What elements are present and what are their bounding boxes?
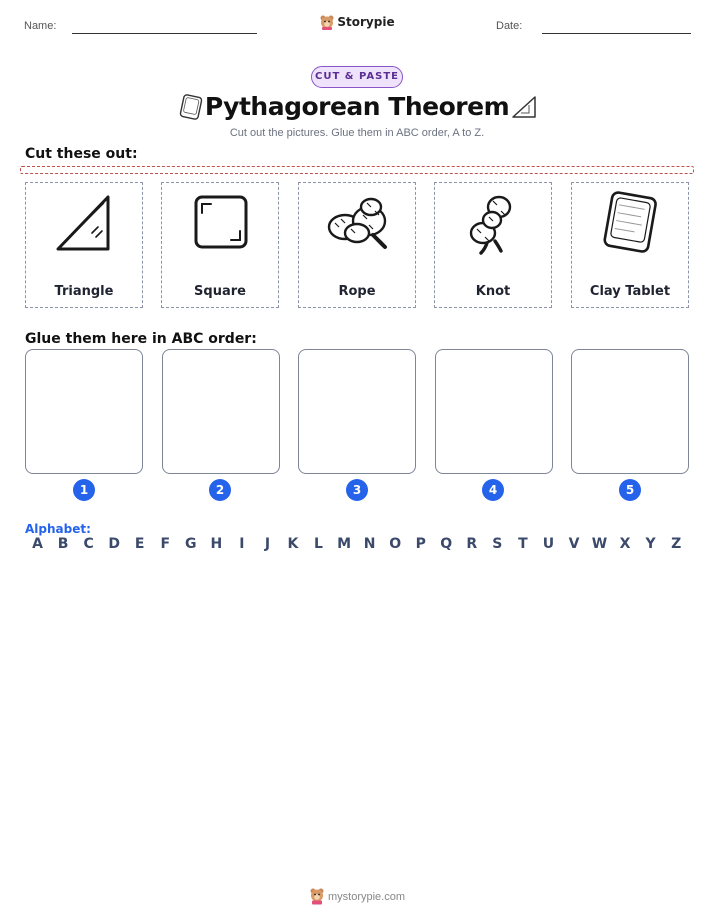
card-square[interactable]	[161, 182, 279, 308]
alphabet-letter: S	[492, 536, 503, 552]
clay-tablet-icon	[596, 189, 664, 257]
card-label: Clay Tablet	[589, 284, 671, 299]
alphabet-row	[25, 536, 689, 552]
alphabet-letter: T	[518, 536, 528, 552]
glue-slot-3[interactable]	[298, 349, 416, 474]
slot-number-2: 2	[209, 479, 231, 501]
alphabet-letter: B	[57, 536, 69, 552]
footer-url[interactable]: mystorypie.com	[327, 891, 406, 903]
triangle-ruler-icon	[50, 189, 118, 257]
instructions: Cut out the pictures. Glue them in ABC order, A to Z.	[229, 127, 485, 139]
alphabet-letter: K	[287, 536, 299, 552]
slot-number-1: 1	[73, 479, 95, 501]
alphabet-letter: P	[415, 536, 426, 552]
glue-slot-1[interactable]	[25, 349, 143, 474]
alphabet-letter: E	[134, 536, 145, 552]
triangle-ruler-icon	[510, 94, 538, 120]
cut-line	[20, 166, 694, 174]
card-rope[interactable]	[298, 182, 416, 308]
square-icon	[186, 189, 254, 257]
alphabet-letter: D	[108, 536, 120, 552]
alphabet-letter: R	[466, 536, 478, 552]
slot-number-4: 4	[482, 479, 504, 501]
alphabet-letter: L	[314, 536, 323, 552]
brand-name: Storypie	[337, 15, 395, 29]
card-label: Rope	[338, 284, 376, 299]
alphabet-letter: J	[264, 536, 271, 552]
alphabet-letter: G	[185, 536, 197, 552]
slot-number-5: 5	[619, 479, 641, 501]
alphabet-letter: C	[83, 536, 94, 552]
footer	[0, 887, 714, 905]
date-label: Date:	[496, 20, 523, 32]
cut-heading: Cut these out:	[25, 146, 138, 162]
alphabet-title: Alphabet:	[25, 522, 91, 536]
glue-slot-5[interactable]	[571, 349, 689, 474]
alphabet-letter: N	[363, 536, 376, 552]
cut-paste-badge: CUT & PASTE	[311, 66, 403, 88]
knot-icon	[459, 189, 527, 257]
alphabet-letter: H	[210, 536, 223, 552]
page-title: Pythagorean Theorem	[204, 92, 510, 121]
alphabet-letter: A	[32, 536, 43, 552]
rope-icon	[323, 189, 395, 257]
alphabet-letter: Y	[645, 536, 656, 552]
alphabet-letter: Z	[671, 536, 682, 552]
bear-icon	[319, 14, 335, 30]
alphabet-letter: M	[337, 536, 352, 552]
bear-icon	[309, 887, 325, 905]
card-triangle[interactable]	[25, 182, 143, 308]
glue-slot-4[interactable]	[435, 349, 553, 474]
date-line[interactable]	[542, 33, 691, 34]
card-knot[interactable]	[434, 182, 552, 308]
card-label: Knot	[475, 284, 511, 299]
alphabet-letter: X	[619, 536, 631, 552]
alphabet-letter: I	[239, 536, 245, 552]
alphabet-letter: Q	[440, 536, 453, 552]
alphabet-letter: F	[160, 536, 171, 552]
card-clay-tablet[interactable]	[571, 182, 689, 308]
glue-slot-2[interactable]	[162, 349, 280, 474]
name-line[interactable]	[72, 33, 257, 34]
name-label: Name:	[24, 20, 57, 32]
card-label: Triangle	[54, 284, 114, 299]
glue-heading: Glue them here in ABC order:	[25, 331, 257, 347]
alphabet-letter: W	[591, 536, 608, 552]
alphabet-letter: V	[568, 536, 580, 552]
slot-number-3: 3	[346, 479, 368, 501]
brand-logo	[0, 14, 714, 30]
alphabet-letter: O	[389, 536, 402, 552]
alphabet-letter: U	[542, 536, 555, 552]
card-label: Square	[194, 284, 246, 299]
